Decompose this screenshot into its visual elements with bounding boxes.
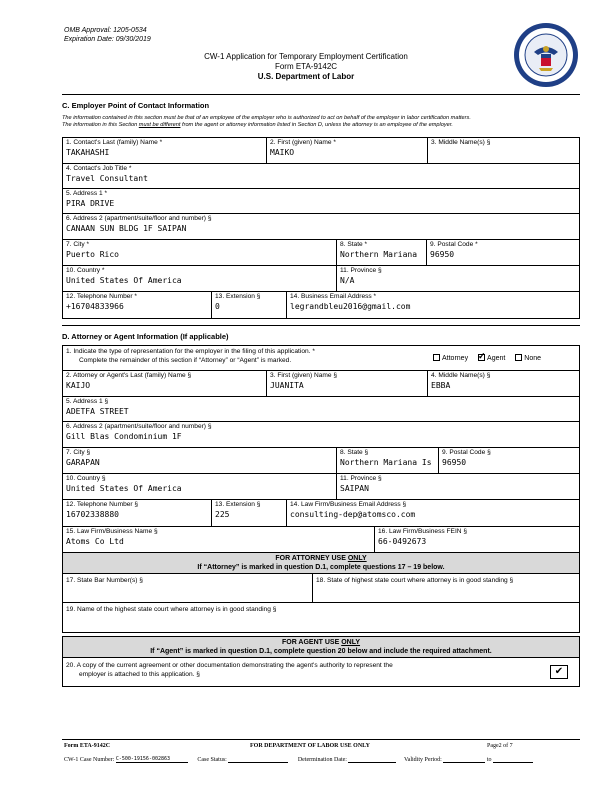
agent-province-field[interactable]: 11. Province § SAIPAN [336, 473, 580, 500]
omb-approval: OMB Approval: 1205-0534 [64, 27, 147, 34]
determination-date-line [348, 756, 396, 763]
footer-rule [62, 739, 580, 740]
contact-extension-field[interactable]: 13. Extension § 0 [211, 291, 287, 319]
footer-page: Page2 of 7 [487, 743, 513, 749]
case-status-line [228, 756, 288, 763]
contact-state-field[interactable]: 8. State * Northern Mariana [336, 239, 427, 266]
contact-last-name-field[interactable]: 1. Contact's Last (family) Name * TAKAHASHI [62, 137, 267, 164]
agent-phone-field[interactable]: 12. Telephone Number § 16702338880 [62, 499, 212, 527]
contact-email-field[interactable]: 14. Business Email Address * legrandbleu2016@gmail.com [286, 291, 580, 319]
section-c-rule [62, 94, 580, 95]
agent-checkbox[interactable] [478, 354, 485, 361]
representation-question: 1. Indicate the type of representation for the employer in the filing of this application. * [66, 348, 315, 355]
footer-case-row [64, 756, 533, 763]
attorney-use-heading: FOR ATTORNEY USE ONLY [275, 555, 367, 562]
agent-city-field[interactable]: 7. City § GARAPAN [62, 447, 337, 474]
agent-last-name-field[interactable]: 2. Attorney or Agent's Last (family) Name § KAIJO [62, 370, 267, 397]
section-d-rule [62, 325, 580, 326]
option-attorney[interactable]: Attorney [433, 355, 468, 362]
highest-court-state-field[interactable]: 18. State of highest state court where attorney is in good standing § [312, 573, 580, 603]
representation-type-field [62, 345, 580, 371]
agent-use-instruction: If “Agent” is marked in question D.1, complete question 20 below and include the required attachment. [150, 648, 492, 655]
agent-address2-field[interactable]: 6. Address 2 (apartment/suite/floor and number) § Gill Blas Condominium 1F [62, 421, 580, 448]
validity-period-label: Validity Period: [403, 757, 442, 763]
highest-court-name-field[interactable]: 19. Name of the highest state court where attorney is in good standing § [62, 602, 580, 633]
contact-country-field[interactable]: 10. Country * United States Of America [62, 265, 337, 292]
contact-first-name-field[interactable]: 2. First (given) Name * MAIKO [266, 137, 428, 164]
option-agent[interactable]: ✓ Agent [478, 355, 505, 362]
omb-block [64, 26, 151, 44]
form-number: Form ETA-9142C [274, 62, 338, 71]
determination-date-label: Determination Date: [297, 757, 347, 763]
dol-seal-icon [513, 22, 579, 88]
agent-use-heading: FOR AGENT USE ONLY [281, 639, 361, 646]
option-none[interactable]: None [515, 355, 541, 362]
validity-to: to [486, 757, 492, 763]
agent-country-field[interactable]: 10. Country § United States Of America [62, 473, 337, 500]
agent-authority-question-cont: employer is attached to this application. § [79, 671, 200, 678]
case-status-label: Case Status: [197, 757, 227, 763]
form-title: CW-1 Application for Temporary Employment Certification [204, 52, 408, 61]
representation-instruction: Complete the remainder of this section if “Attorney” or “Agent” is marked. [79, 357, 292, 364]
section-c-title: C. Employer Point of Contact Information [62, 101, 210, 110]
state-bar-number-field[interactable]: 17. State Bar Number(s) § [62, 573, 313, 603]
agent-state-field[interactable]: 8. State § Northern Mariana Is [336, 447, 439, 474]
agent-authority-field [62, 657, 580, 687]
none-checkbox[interactable] [515, 354, 522, 361]
agent-address1-field[interactable]: 5. Address 1 § ADETFA STREET [62, 396, 580, 422]
contact-address2-field[interactable]: 6. Address 2 (apartment/suite/floor and number) § CANAAN SUN BLDG 1F SAIPAN [62, 213, 580, 240]
contact-address1-field[interactable]: 5. Address 1 * PIRA DRIVE [62, 188, 580, 214]
validity-start-line [443, 756, 485, 763]
agent-authority-question: 20. A copy of the current agreement or other documentation demonstrating the agent's authority to represent the [66, 662, 393, 669]
agent-authority-checkbox[interactable]: ✔ [550, 665, 568, 679]
case-number-label: CW-1 Case Number: [64, 757, 115, 763]
contact-postal-code-field[interactable]: 9. Postal Code * 96950 [426, 239, 580, 266]
agent-use-banner [62, 636, 580, 658]
agent-email-field[interactable]: 14. Law Firm/Business Email Address § consulting-dep@atomsco.com [286, 499, 580, 527]
section-c-note [62, 115, 580, 129]
law-firm-name-field[interactable]: 15. Law Firm/Business Name § Atoms Co Ltd [62, 526, 375, 553]
footer-dol-use: FOR DEPARTMENT OF LABOR USE ONLY [250, 743, 370, 749]
case-number-value: C-500-19156-002863 [116, 756, 188, 763]
representation-options [433, 354, 541, 362]
contact-phone-field[interactable]: 12. Telephone Number * +16704833966 [62, 291, 212, 319]
contact-job-title-field[interactable]: 4. Contact's Job Title * Travel Consultant [62, 163, 580, 189]
validity-end-line [493, 756, 533, 763]
agency-name: U.S. Department of Labor [257, 72, 355, 81]
attorney-use-instruction: If “Attorney” is marked in question D.1, complete questions 17 – 19 below. [197, 564, 445, 571]
footer-form-number: Form ETA-9142C [64, 743, 111, 749]
section-c-note-1: The information contained in this section must be that of an employee of the employer who is authorized to act on behalf of the employer in labor certification matters. [62, 115, 471, 121]
law-firm-fein-field[interactable]: 16. Law Firm/Business FEIN § 66-0492673 [374, 526, 580, 553]
contact-city-field[interactable]: 7. City * Puerto Rico [62, 239, 337, 266]
section-c-note-2: The information in this Section must be different from the agent or attorney information listed in Section D, unless the attorney is an employee of the employer. [62, 122, 453, 128]
agent-first-name-field[interactable]: 3. First (given) Name § JUANITA [266, 370, 428, 397]
contact-middle-name-field[interactable]: 3. Middle Name(s) § [427, 137, 580, 164]
section-d-title: D. Attorney or Agent Information (If applicable) [62, 332, 229, 341]
expiration-date: Expiration Date: 09/30/2019 [64, 36, 151, 43]
attorney-checkbox[interactable] [433, 354, 440, 361]
agent-postal-code-field[interactable]: 9. Postal Code § 96950 [438, 447, 580, 474]
agent-extension-field[interactable]: 13. Extension § 225 [211, 499, 287, 527]
attorney-use-banner [62, 552, 580, 574]
agent-middle-name-field[interactable]: 4. Middle Name(s) § EBBA [427, 370, 580, 397]
contact-province-field[interactable]: 11. Province § N/A [336, 265, 580, 292]
